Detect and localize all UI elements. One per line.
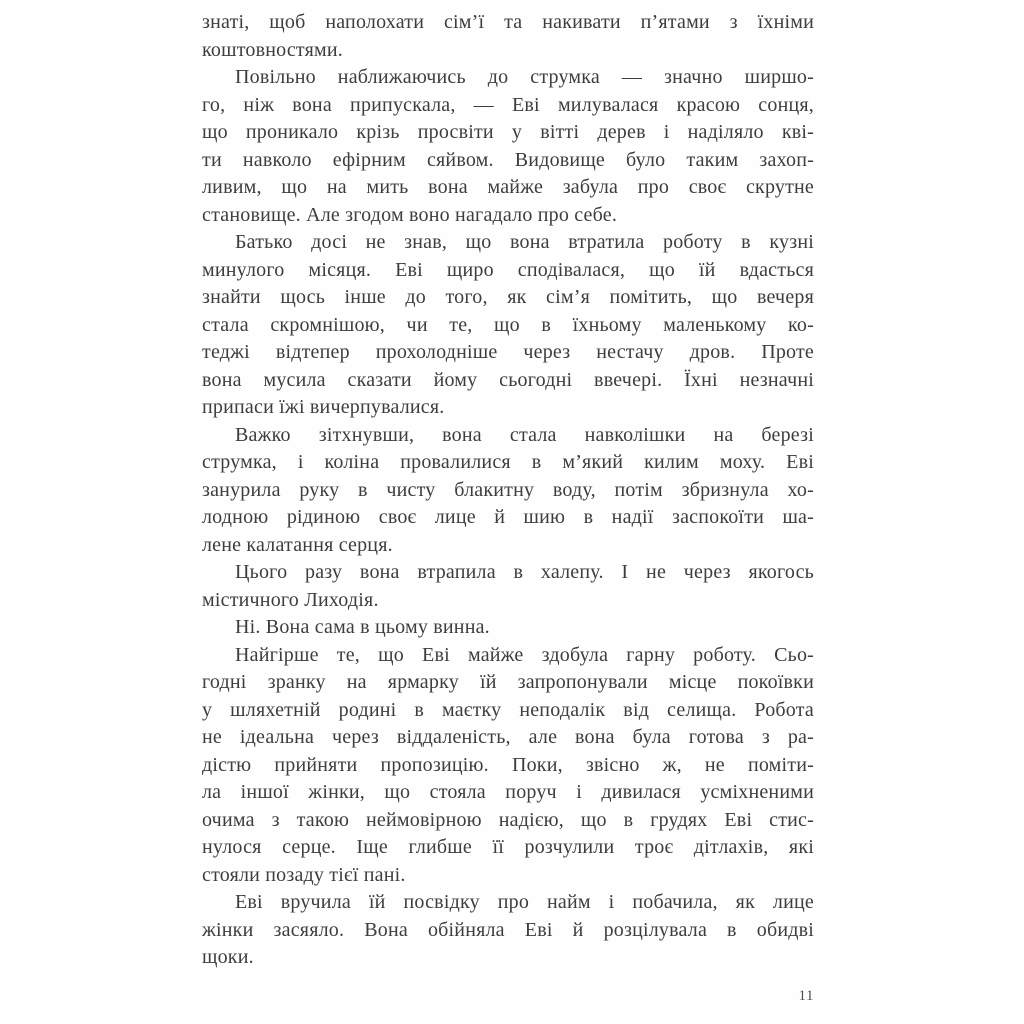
paragraph	[202, 422, 814, 560]
paragraph	[202, 642, 814, 890]
text-line: очима з такою неймовірною надією, що в грудях Еві стис-	[202, 808, 814, 831]
text-line: занурила руку в чисту блакитну воду, потім збризнула хо-	[202, 478, 814, 501]
text-line: не ідеальна через віддаленість, але вона була готова з ра-	[202, 726, 814, 748]
text-line: Найгірше те, що Еві майже здобула гарну роботу. Сьо-	[235, 643, 814, 666]
text-line: Еві вручила їй посвідку про найм і побачила, як лице	[235, 891, 814, 913]
paragraph	[202, 9, 814, 64]
text-line: ла іншої жінки, що стояла поруч і дивилася усміхненими	[202, 781, 814, 803]
text-line: дістю прийняти пропозицію. Поки, звісно ж, не поміти-	[202, 753, 814, 776]
text-line: струмка, і коліна провалилися в м’який килим моху. Еві	[202, 451, 814, 473]
text-line: коштовностями.	[202, 38, 343, 61]
page-number: 11	[798, 988, 814, 1004]
text-line: лене калатання серця.	[202, 533, 393, 556]
text-line: знаті, щоб наполохати сім’ї та накивати п’ятами з їхніми	[202, 11, 814, 33]
text-line: містичного Лиходія.	[202, 588, 379, 611]
text-line: що проникало крізь просвіти у вітті дерев і наділяло кві-	[202, 121, 814, 143]
paragraph	[202, 559, 814, 614]
text-block	[202, 9, 814, 972]
paragraph	[202, 614, 814, 642]
text-line: нулося серце. Іще глибше її розчулили троє дітлахів, які	[202, 836, 814, 858]
text-line: Повільно наближаючись до струмка — значно ширшо-	[235, 66, 814, 88]
text-line: годні зранку на ярмарку їй запропонували місце покоївки	[202, 671, 814, 693]
text-line: ливим, що на мить вона майже забула про своє скрутне	[202, 176, 814, 198]
text-line: Ні. Вона сама в цьому винна.	[235, 616, 490, 638]
text-line: стала скромнішою, чи те, що в їхньому маленькому ко-	[202, 313, 814, 336]
text-line: припаси їжі вичерпувалися.	[202, 396, 445, 418]
text-line: Важко зітхнувши, вона стала навколішки на березі	[235, 423, 814, 446]
paragraph	[202, 229, 814, 422]
text-line: жінки засяяло. Вона обійняла Еві й розцілувала в обидві	[202, 918, 814, 941]
text-line: ти навколо ефірним сяйвом. Видовище було таким захоп-	[202, 148, 814, 171]
text-line: теджі відтепер прохолодніше через нестачу дров. Проте	[202, 341, 814, 363]
paragraph	[202, 889, 814, 972]
text-line: стояли позаду тієї пані.	[202, 863, 406, 886]
text-line: Цього разу вона втрапила в халепу. І не через якогось	[235, 561, 814, 583]
text-line: щоки.	[202, 946, 254, 968]
text-line: знайти щось інше до того, як сім’я помітить, що вечеря	[202, 286, 814, 308]
text-line: Батько досі не знав, що вона втратила роботу в кузні	[235, 231, 814, 253]
text-line: становище. Але згодом воно нагадало про себе.	[202, 203, 618, 226]
text-line: минулого місяця. Еві щиро сподівалася, що їй вдасться	[202, 258, 814, 281]
paragraph	[202, 64, 814, 229]
text-line: у шляхетній родині в маєтку неподалік від селища. Робота	[202, 698, 814, 721]
text-line: лодною рідиною своє лице й шию в надії заспокоїти ша-	[202, 506, 814, 528]
text-line: го, ніж вона припускала, — Еві милувалася красою сонця,	[202, 93, 814, 116]
text-line: вона мусила сказати йому сьогодні ввечері. Їхні незначні	[202, 368, 814, 391]
